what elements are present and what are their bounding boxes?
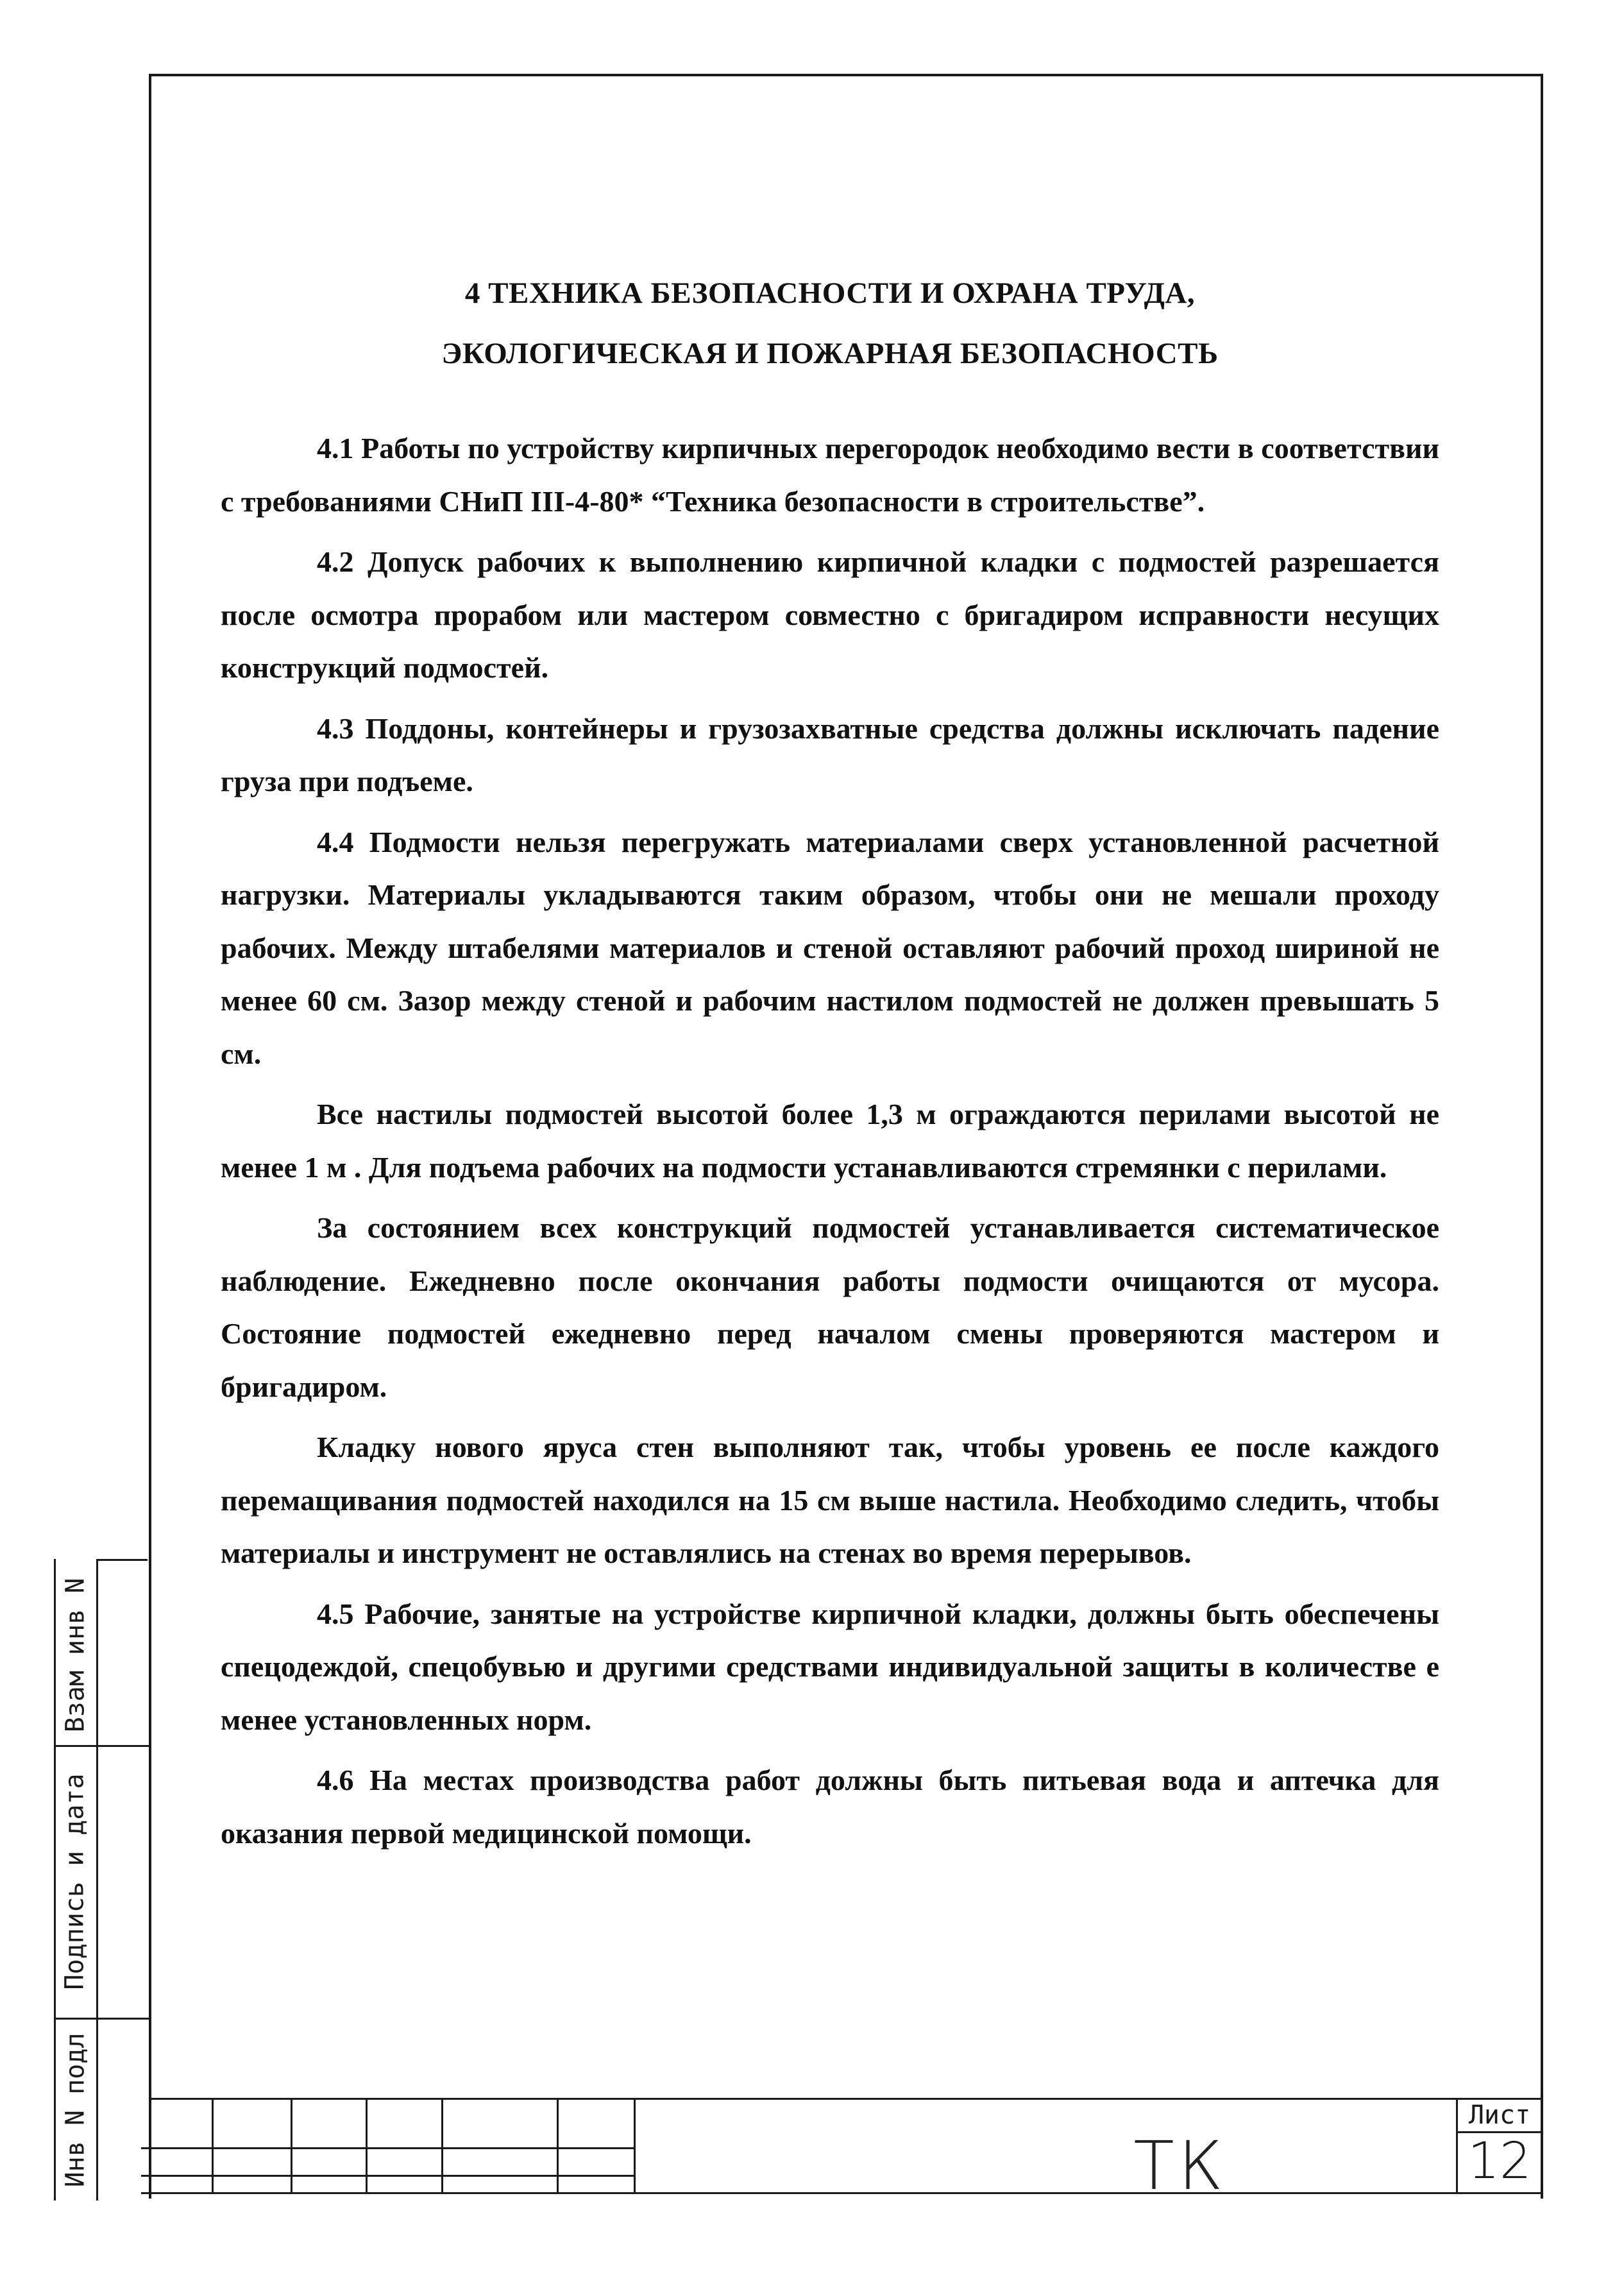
side-stamp [54,1559,150,2201]
tb-col-3 [366,2098,368,2194]
paragraph-new-tier: Кладку нового яруса стен выполняют так, чтобы уровень ее после каждого перемащивания подмостей находился на 15 см выше настила. Необходимо следить, чтобы материалы и инструмент не оставлялись на стенах во время перерывов. [221,1431,1439,1569]
stamp-label-vzam-inv: Взам инв N [60,1578,90,1733]
paragraph-4-3: 4.3 Поддоны, контейнеры и грузозахватные средства должны исключать падение груза при подъеме. [221,711,1439,797]
section-heading [221,263,1439,384]
heading-line-1: 4 ТЕХНИКА БЕЗОПАСНОСТИ И ОХРАНА ТРУДА, [464,277,1196,310]
paragraph-4-4: 4.4 Подмости нельзя перегружать материалами сверх установленной расчетной нагрузки. Материалы укладываются таким образом, чтобы они не мешали проходу рабочих. Между штабелями материалов и стеной оставляют рабочий проход шириной не менее 60 см. Зазор между стеной и рабочим настилом подмостей не должен превышать 5 см. [221,825,1439,1070]
paragraph-4-2: 4.2 Допуск рабочих к выполнению кирпичной кладки с подмостей разрешается после осмотра прорабом или мастером совместно с бригадиром исправности несущих конструкций подмостей. [221,545,1439,684]
tb-row-line-2 [141,2175,634,2177]
tb-col-4 [441,2098,443,2194]
side-stamp-inner-line [96,1559,98,2201]
tb-col-6 [634,2098,636,2194]
heading-line-2: ЭКОЛОГИЧЕСКАЯ И ПОЖАРНАЯ БЕЗОПАСНОСТЬ [441,337,1219,370]
stamp-label-podpis-data: Подпись и дата [60,1773,90,1990]
document-code: ТК [1133,2127,1227,2205]
tb-col-0 [149,2098,151,2194]
stamp-cell-inv-podl [54,2020,96,2201]
stamp-label-inv-podl: Инв N подл [60,2032,90,2188]
paragraph-4-1: 4.1 Работы по устройству кирпичных перегородок необходимо вести в соответствии с требованиями СНиП III-4-80* “Техника безопасности в строительстве”. [221,432,1439,518]
side-stamp-top-divider [96,1559,148,1561]
stamp-cell-podpis-data [54,1747,96,2016]
sheet-label: Лист [1468,2100,1531,2130]
stamp-cell-vzam-inv [54,1565,96,1745]
tb-col-5 [557,2098,559,2194]
paragraph-4-6: 4.6 На местах производства работ должны быть питьевая вода и аптечка для оказания первой медицинской помощи. [221,1764,1439,1850]
paragraph-railings: Все настилы подмостей высотой более 1,3 м ограждаются перилами высотой не менее 1 м . Для подъема рабочих на подмости устанавливаются стремянки с перилами. [221,1098,1439,1184]
tb-col-1 [212,2098,214,2194]
tb-row-line-1 [141,2147,634,2149]
tb-bottom-line [141,2192,1543,2194]
sheet-number: 12 [1468,2133,1532,2190]
title-block [141,2098,1543,2205]
paragraph-4-5: 4.5 Рабочие, занятые на устройстве кирпичной кладки, должны быть обеспечены спецодеждой, спецобувью и другими средствами индивидуальной защиты в количестве е менее установленных норм. [221,1597,1439,1736]
tb-col-2 [291,2098,292,2194]
paragraph-inspection: За состоянием всех конструкций подмостей устанавливается систематическое наблюдение. Ежедневно после окончания работы подмости очищаются от мусора. Состояние подмостей ежедневно перед началом смены проверяются мастером и бригадиром. [221,1211,1439,1403]
document-body [221,263,1439,1860]
tb-top-line [149,2098,1543,2100]
